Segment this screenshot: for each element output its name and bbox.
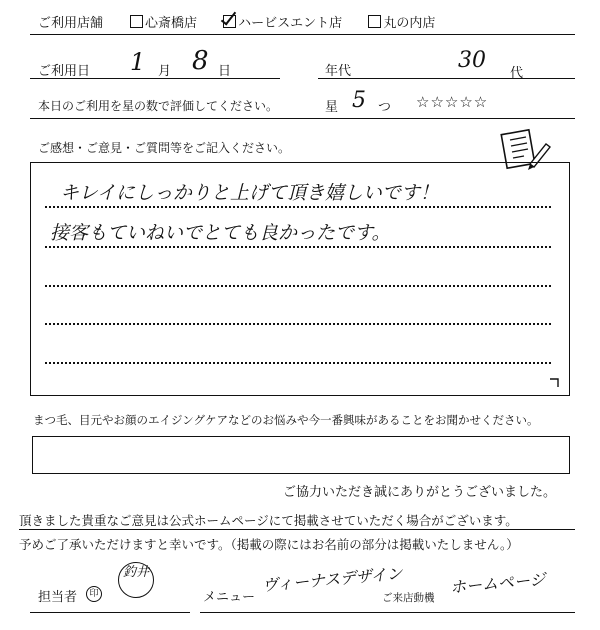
rating-unit: つ — [378, 100, 392, 115]
day-unit: 日 — [218, 64, 232, 79]
aging-box — [32, 436, 570, 474]
menu-label: メニュー — [203, 590, 256, 605]
dotted-line — [45, 362, 551, 364]
day-value: 8 — [192, 46, 209, 76]
month-unit: 月 — [158, 64, 172, 79]
dotted-line — [45, 285, 551, 287]
store-label: ご利用店舗 — [38, 16, 104, 31]
checkbox-icon[interactable] — [368, 15, 381, 28]
comment-line-2: 接客もていねいでとても良かったです。 — [50, 222, 391, 244]
staff-name: 釣井 — [122, 565, 149, 580]
staff-label: 担当者 — [38, 590, 78, 605]
age-value: 30 — [458, 48, 486, 73]
checkbox-icon[interactable] — [130, 15, 143, 28]
source-label: ご来店動機 — [382, 592, 435, 604]
checkbox-checked-icon[interactable] — [223, 15, 236, 28]
store-option-herbis[interactable]: ハービスエント店 — [223, 12, 342, 31]
age-unit: 代 — [510, 66, 524, 81]
dotted-line — [45, 246, 551, 248]
notice-line-1: 頂きました貴重なご意見は公式ホームページにて掲載させていただく場合がございます。 — [19, 513, 518, 528]
comment-line-1: キレイにしっかりと上げて頂き嬉しいです！ — [60, 182, 439, 204]
age-label: 年代 — [325, 64, 352, 79]
menu-value: ヴィーナスデザイン — [261, 563, 404, 595]
rating-prompt: 本日のご利用を星の数で評価してください。 — [38, 99, 279, 113]
store-option-marunouchi[interactable]: 丸の内店 — [368, 12, 435, 31]
aging-prompt: まつ毛、目元やお顔のエイジングケアなどのお悩みや今一番興味があることをお聞かせください。 — [33, 413, 539, 427]
month-value: 1 — [130, 48, 146, 76]
divider — [30, 78, 280, 79]
rating-value: 5 — [352, 88, 366, 113]
store-option-shinsaibashi[interactable]: 心斎橋店 — [130, 12, 197, 31]
notice-line-2: 予めご了承いただけますと幸いです。（掲載の際にはお名前の部分は掲載いたしません。） — [19, 537, 519, 552]
thanks-text: ご協力いただき誠にありがとうございました。 — [283, 485, 557, 500]
rating-label: 星 — [325, 100, 339, 115]
dotted-line — [45, 323, 551, 325]
divider — [30, 118, 575, 119]
divider — [318, 78, 575, 79]
source-value: ホームページ — [449, 569, 547, 597]
divider — [200, 612, 575, 613]
divider — [30, 34, 575, 35]
seal-mark-icon: 印 — [86, 586, 102, 602]
divider — [30, 612, 190, 613]
dotted-line — [45, 206, 551, 208]
date-label: ご利用日 — [38, 64, 91, 79]
notice-underline — [19, 529, 575, 530]
store-options — [130, 12, 457, 31]
staff-seal — [118, 562, 154, 598]
corner-mark-icon — [549, 376, 561, 388]
rating-stars-icon: ☆☆☆☆☆ — [416, 93, 489, 111]
comments-prompt: ご感想・ご意見・ご質問等をご記入ください。 — [38, 141, 291, 155]
